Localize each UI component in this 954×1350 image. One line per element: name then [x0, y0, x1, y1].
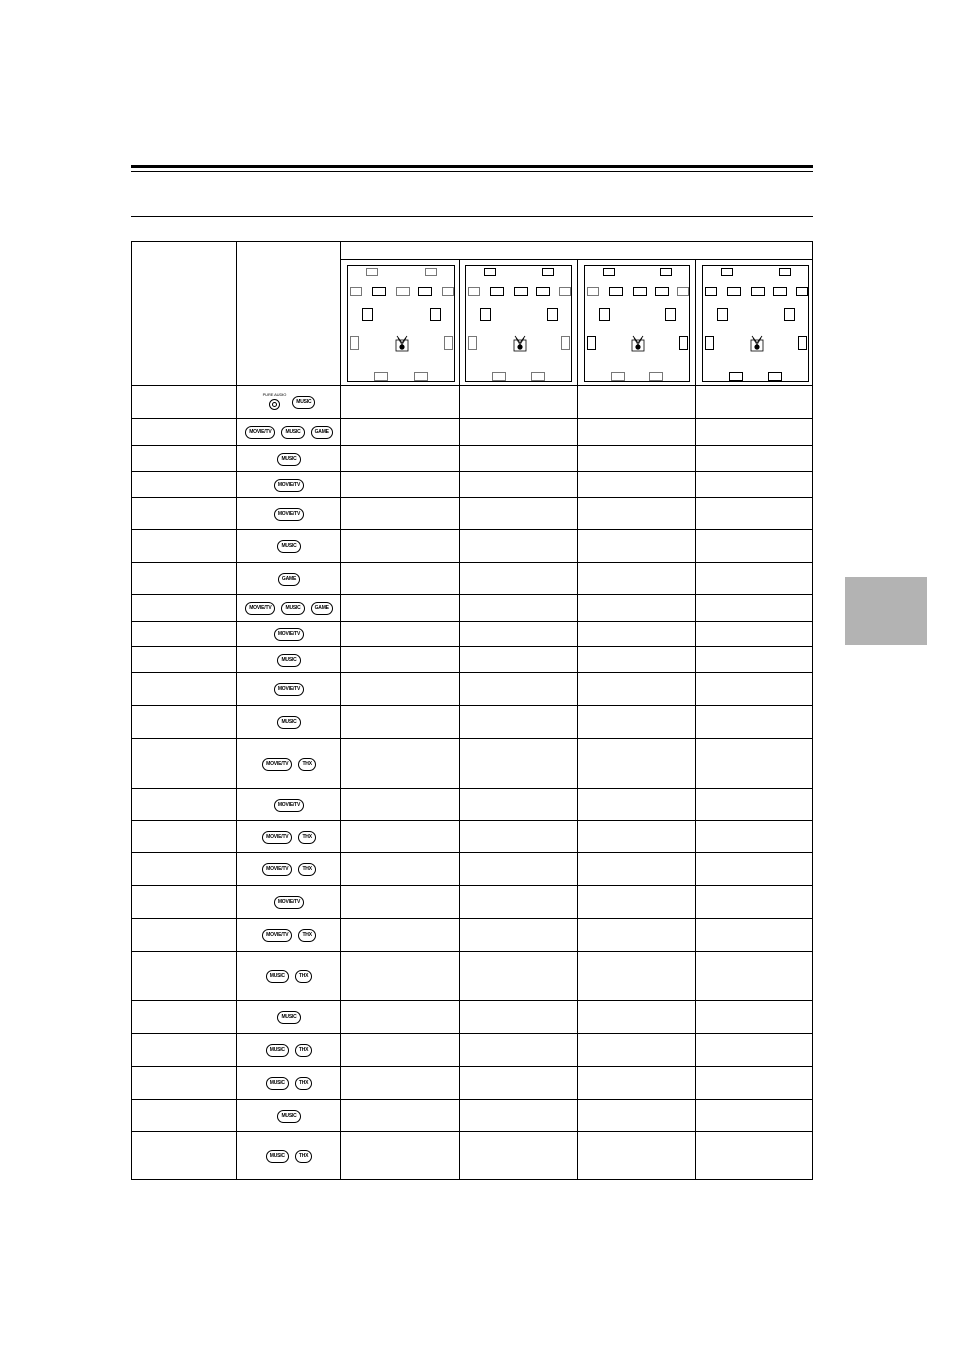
listener-icon [750, 334, 764, 352]
speaker-icon [660, 268, 672, 276]
speaker-layout-diagram [584, 265, 690, 382]
thx-button-icon: THX [295, 1150, 312, 1163]
header-span-divider [340, 259, 812, 260]
speaker-icon [414, 372, 428, 381]
movie-tv-button-icon: MOVIE/TV [274, 508, 304, 521]
section-rule [131, 216, 813, 217]
movie-tv-button-icon: MOVIE/TV [274, 479, 304, 492]
thx-button-icon: THX [295, 1077, 312, 1090]
speaker-icon [514, 287, 528, 296]
row-divider [132, 1033, 812, 1034]
music-button-icon: MUSIC [266, 1077, 289, 1090]
pure-audio-button [263, 393, 287, 410]
chapter-side-tab [845, 577, 927, 645]
row-divider [132, 951, 812, 952]
row-divider [132, 646, 812, 647]
music-button-icon: MUSIC [292, 396, 315, 409]
speaker-icon [468, 287, 480, 296]
remote-buttons [237, 530, 341, 563]
remote-buttons [237, 952, 341, 1001]
speaker-icon [468, 336, 477, 350]
remote-buttons [237, 419, 341, 446]
music-button-icon: MUSIC [266, 1044, 289, 1057]
row-divider [132, 918, 812, 919]
row-divider [132, 1066, 812, 1067]
remote-buttons [237, 821, 341, 853]
pure-audio-knob-icon [269, 399, 280, 410]
header-rule-thick [131, 165, 813, 168]
speaker-icon [442, 287, 454, 296]
speaker-icon [559, 287, 571, 296]
speaker-icon [751, 287, 765, 296]
movie-tv-button-icon: MOVIE/TV [245, 426, 275, 439]
column-divider [459, 259, 460, 1179]
row-divider [132, 385, 812, 386]
remote-buttons [237, 789, 341, 821]
row-divider [132, 529, 812, 530]
speaker-icon [705, 336, 714, 350]
speaker-icon [587, 336, 596, 350]
music-button-icon: MUSIC [277, 1110, 300, 1123]
speaker-icon [372, 287, 386, 296]
music-button-icon: MUSIC [277, 654, 300, 667]
remote-buttons [237, 498, 341, 530]
music-button-icon: MUSIC [281, 602, 304, 615]
music-button-icon: MUSIC [281, 426, 304, 439]
speaker-icon [609, 287, 623, 296]
music-button-icon: MUSIC [277, 1011, 300, 1024]
speaker-icon [677, 287, 689, 296]
row-divider [132, 418, 812, 419]
remote-buttons [237, 1001, 341, 1034]
row-divider [132, 1099, 812, 1100]
speaker-icon [727, 287, 741, 296]
remote-buttons [237, 1100, 341, 1132]
listener-icon [513, 334, 527, 352]
speaker-icon [599, 308, 610, 321]
movie-tv-button-icon: MOVIE/TV [245, 602, 275, 615]
pure-audio-label: PURE AUDIO [262, 392, 287, 397]
remote-buttons [237, 739, 341, 789]
speaker-icon [665, 308, 676, 321]
speaker-icon [418, 287, 432, 296]
speaker-icon [705, 287, 717, 296]
remote-buttons [237, 472, 341, 498]
remote-buttons [237, 647, 341, 673]
movie-tv-button-icon: MOVIE/TV [262, 929, 292, 942]
speaker-icon [768, 372, 782, 381]
speaker-icon [366, 268, 378, 276]
row-divider [132, 672, 812, 673]
row-divider [132, 562, 812, 563]
speaker-icon [779, 268, 791, 276]
remote-buttons [237, 595, 341, 622]
speaker-icon [362, 308, 373, 321]
speaker-icon [603, 268, 615, 276]
speaker-icon [350, 287, 362, 296]
speaker-icon [536, 287, 550, 296]
speaker-layout-diagram [702, 265, 809, 382]
thx-button-icon: THX [298, 758, 315, 771]
remote-buttons [237, 706, 341, 739]
speaker-icon [784, 308, 795, 321]
speaker-layout-diagram [347, 265, 455, 382]
movie-tv-button-icon: MOVIE/TV [262, 831, 292, 844]
game-button-icon: GAME [311, 602, 333, 615]
speaker-icon [490, 287, 504, 296]
row-divider [132, 705, 812, 706]
speaker-icon [484, 268, 496, 276]
remote-buttons [237, 1132, 341, 1181]
movie-tv-button-icon: MOVIE/TV [274, 799, 304, 812]
speaker-icon [547, 308, 558, 321]
header-rule-thin [131, 171, 813, 172]
thx-button-icon: THX [298, 863, 315, 876]
remote-buttons [237, 886, 341, 919]
speaker-icon [531, 372, 545, 381]
thx-button-icon: THX [295, 1044, 312, 1057]
speaker-icon [655, 287, 669, 296]
remote-buttons [237, 446, 341, 472]
row-divider [132, 497, 812, 498]
speaker-icon [425, 268, 437, 276]
movie-tv-button-icon: MOVIE/TV [262, 863, 292, 876]
music-button-icon: MUSIC [266, 1150, 289, 1163]
row-divider [132, 471, 812, 472]
remote-buttons [237, 563, 341, 595]
music-button-icon: MUSIC [266, 970, 289, 983]
column-divider [577, 259, 578, 1179]
speaker-icon [649, 372, 663, 381]
speaker-icon [773, 287, 787, 296]
row-divider [132, 594, 812, 595]
speaker-icon [611, 372, 625, 381]
remote-buttons [237, 673, 341, 706]
column-divider [695, 259, 696, 1179]
speaker-icon [587, 287, 599, 296]
speaker-icon [679, 336, 688, 350]
speaker-icon [798, 336, 807, 350]
speaker-icon [561, 336, 570, 350]
row-divider [132, 738, 812, 739]
movie-tv-button-icon: MOVIE/TV [274, 683, 304, 696]
speaker-icon [633, 287, 647, 296]
row-divider [132, 1000, 812, 1001]
music-button-icon: MUSIC [277, 453, 300, 466]
movie-tv-button-icon: MOVIE/TV [262, 758, 292, 771]
speaker-icon [721, 268, 733, 276]
speaker-icon [350, 336, 359, 350]
speaker-icon [374, 372, 388, 381]
game-button-icon: GAME [311, 426, 333, 439]
speaker-icon [480, 308, 491, 321]
row-divider [132, 1131, 812, 1132]
game-button-icon: GAME [278, 573, 300, 586]
remote-buttons [237, 1034, 341, 1067]
remote-buttons [237, 1067, 341, 1100]
speaker-icon [492, 372, 506, 381]
remote-buttons [237, 386, 341, 419]
row-divider [132, 852, 812, 853]
music-button-icon: MUSIC [277, 540, 300, 553]
row-divider [132, 885, 812, 886]
thx-button-icon: THX [298, 831, 315, 844]
listener-icon [631, 334, 645, 352]
speaker-icon [396, 287, 410, 296]
row-divider [132, 820, 812, 821]
remote-buttons [237, 919, 341, 952]
speaker-icon [796, 287, 808, 296]
row-divider [132, 445, 812, 446]
thx-button-icon: THX [295, 970, 312, 983]
speaker-icon [542, 268, 554, 276]
movie-tv-button-icon: MOVIE/TV [274, 896, 304, 909]
speaker-icon [729, 372, 743, 381]
thx-button-icon: THX [298, 929, 315, 942]
movie-tv-button-icon: MOVIE/TV [274, 628, 304, 641]
music-button-icon: MUSIC [277, 716, 300, 729]
listener-icon [395, 334, 409, 352]
row-divider [132, 621, 812, 622]
listening-mode-table [131, 241, 813, 1180]
remote-buttons [237, 622, 341, 647]
speaker-icon [717, 308, 728, 321]
speaker-icon [444, 336, 453, 350]
speaker-layout-diagram [465, 265, 572, 382]
remote-buttons [237, 853, 341, 886]
speaker-icon [430, 308, 441, 321]
row-divider [132, 788, 812, 789]
